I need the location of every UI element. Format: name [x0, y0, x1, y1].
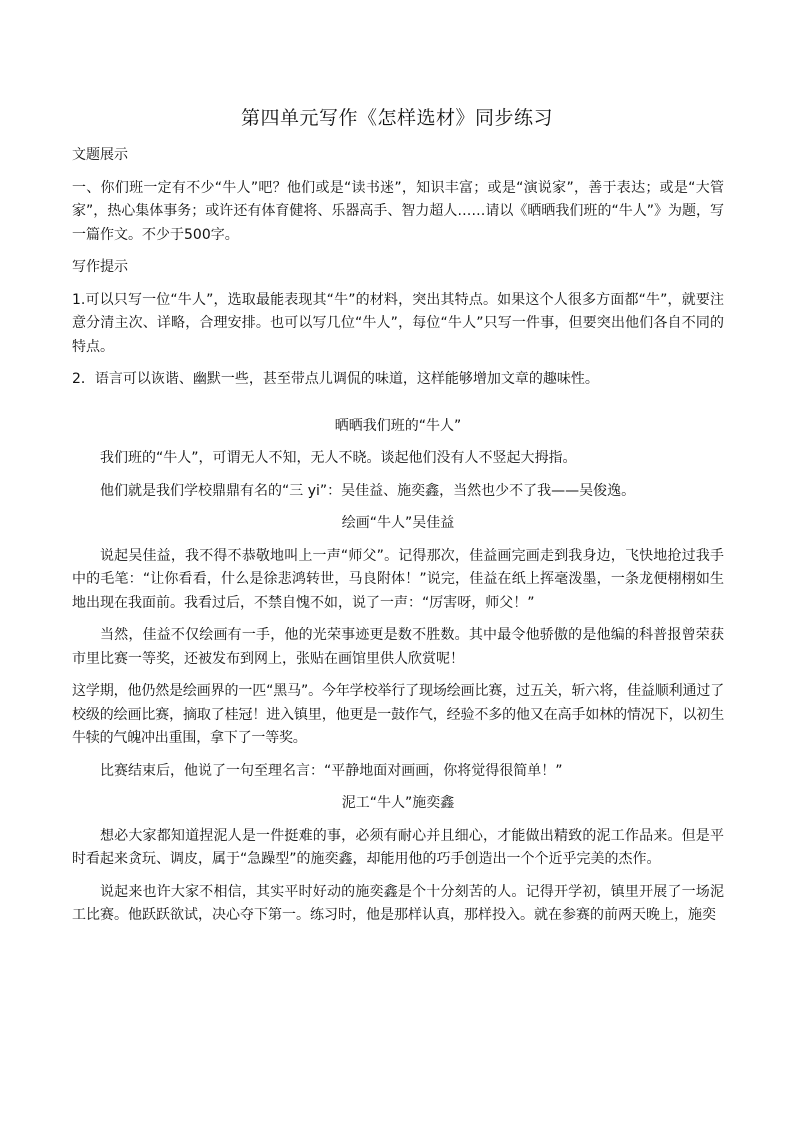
essay-title: 晒晒我们班的“牛人” [334, 417, 462, 434]
document-body [72, 144, 724, 937]
essay-subtitle: 泥工“牛人”施奕鑫 [341, 795, 455, 811]
essay-paragraph: 说起来也许大家不相信，其实平时好动的施奕鑫是个十分刻苦的人。记得开学初，镇里开展了一场泥工比赛。他跃跃欲试，决心夺下第一。练习时，他是那样认真，那样投入。就在参赛的前两天晚上，施奕 [72, 883, 724, 923]
tip-item-2: 2．语言可以诙谐、幽默一些，甚至带点儿调侃的味道，这样能够增加文章的趣味性。 [72, 371, 599, 387]
essay-paragraph: 说起吴佳益，我不得不恭敬地叫上一声“师父”。记得那次，佳益画完画走到我身边，飞快地抢过我手中的毛笔：“让你看看，什么是徐悲鸿转世，马良附体！”说完，佳益在纸上挥毫泼墨，一条龙便栩栩如生地出现在我面前。我看过后，不禁自愧不如，说了一声：“厉害呀，师父！” [72, 547, 724, 611]
essay-subtitle: 绘画“牛人”吴佳益 [341, 515, 455, 531]
essay-paragraph: 这学期，他仍然是绘画界的一匹“黑马”。今年学校举行了现场绘画比赛，过五关，斩六将，佳益顺利通过了校级的绘画比赛，摘取了桂冠！进入镇里，他更是一鼓作气，经验不多的他又在高手如林的情况下，以初生牛犊的气魄冲出重围，拿下了一等奖。 [72, 683, 724, 746]
essay-paragraph: 想必大家都知道捏泥人是一件挺难的事，必须有耐心并且细心，才能做出精致的泥工作品来。但是平时看起来贪玩、调皮，属于“急躁型”的施奕鑫，却能用他的巧手创造出一个个近乎完美的杰作。 [72, 827, 724, 867]
essay-paragraph: 我们班的“牛人”，可谓无人不知，无人不晓。谈起他们没有人不竖起大拇指。 [100, 450, 577, 466]
topic-paragraph: 一、你们班一定有不少“牛人”吧？他们或是“读书迷”，知识丰富；或是“演说家”，善于表达；或是“大管家”，热心集体事务；或许还有体育健将、乐器高手、智力超人……请以《晒晒我们班的“牛人”》为题，写一篇作文。不少于500字。 [72, 179, 724, 243]
page-title: 第四单元写作《怎样选材》同步练习 [240, 107, 553, 129]
section-heading-tips: 写作提示 [72, 259, 128, 275]
section-heading-topic: 文题展示 [72, 147, 128, 163]
essay-paragraph: 他们就是我们学校鼎鼎有名的“三 yi”：吴佳益、施奕鑫，当然也少不了我——吴俊逸。 [100, 482, 636, 499]
essay-paragraph: 当然，佳益不仅绘画有一手，他的光荣事迹更是数不胜数。其中最令他骄傲的是他编的科普报曾荣获市里比赛一等奖，还被发布到网上，张贴在画馆里供人欣赏呢！ [72, 627, 724, 667]
essay-paragraph: 比赛结束后，他说了一句至理名言：“平静地面对画画，你将觉得很简单！” [100, 762, 563, 779]
spacer [72, 392, 724, 415]
tip-item-1: 1.可以只写一位“牛人”，选取最能表现其“牛”的材料，突出其特点。如果这个人很多方面都“牛”，就要注意分清主次、详略，合理安排。也可以写几位“牛人”，每位“牛人”只写一件事，但要突出他们各自不同的特点。 [72, 291, 724, 355]
